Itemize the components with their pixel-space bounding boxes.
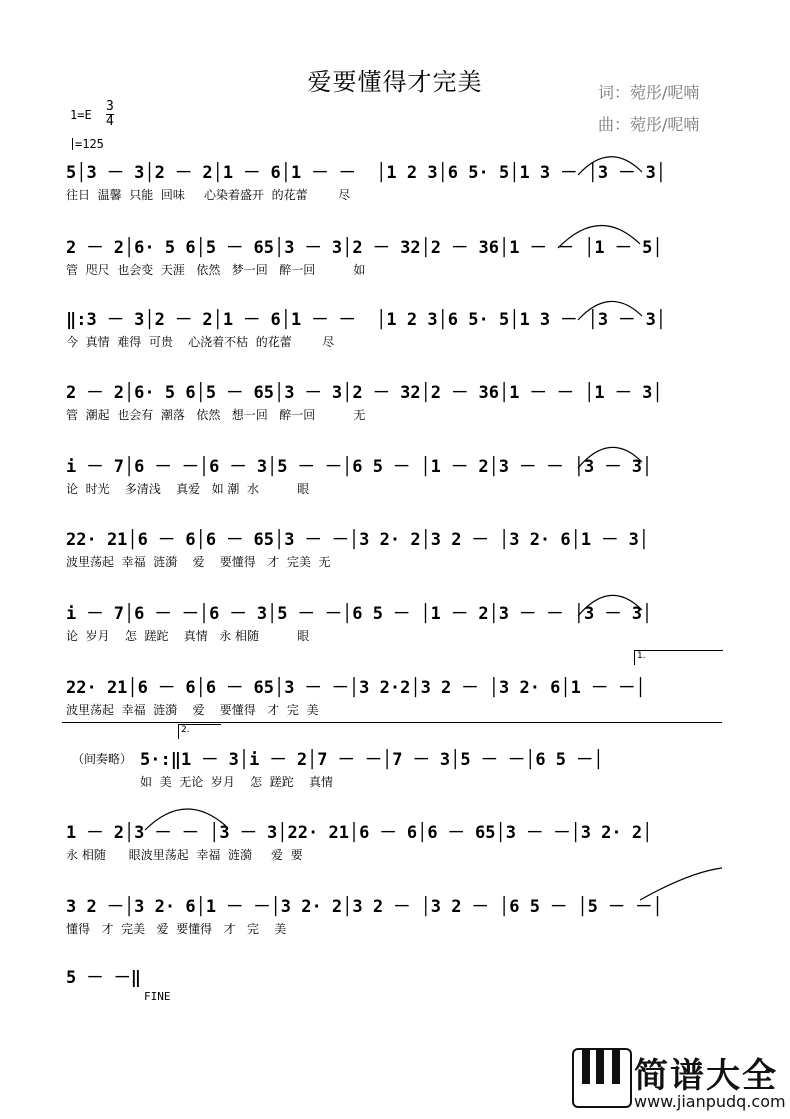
notes-row: i － 7│6 － －│6 － 3│5 － －│6 5 － │1 － 2│3 － － │3 － 3│ — [66, 604, 653, 624]
key-signature: 1=E — [70, 108, 92, 122]
notes-row: 2 － 2│6· 5 6│5 － 65│3 － 3│2 － 32│2 － 36│1 － － │1 － 5│ — [66, 238, 663, 258]
time-top: 3 — [106, 99, 114, 114]
lyrics-row: 论 时光 多清浅 真爱 如 潮 水 眼 — [66, 482, 310, 496]
volta-1: 1. — [634, 650, 723, 665]
lyrics-row: 往日 温馨 只能 回味 心染着盛开 的花蕾 尽 — [66, 188, 351, 202]
logo-url: www.jianpudq.com — [634, 1092, 786, 1111]
fine-marking: FINE — [144, 990, 171, 1003]
time-bottom: 4 — [106, 114, 114, 129]
notes-row: ‖:3 － 3│2 － 2│1 － 6│1 － － │1 2 3│6 5· 5│1 3 － │3 － 3│ — [66, 310, 667, 330]
notes-row: 2 － 2│6· 5 6│5 － 65│3 － 3│2 － 32│2 － 36│1 － － │1 － 3│ — [66, 383, 663, 403]
tempo-value: =125 — [75, 137, 104, 151]
notes-row: 22· 21│6 － 6│6 － 65│3 － －│3 2·2│3 2 － │3 2· 6│1 － －│ — [66, 678, 646, 698]
slur — [578, 157, 642, 175]
lyrics-row: 今 真情 难得 可贵 心浇着不枯 的花蕾 尽 — [66, 335, 335, 349]
interlude-label: （间奏略） — [72, 752, 133, 766]
notes-row: 22· 21│6 － 6│6 － 65│3 － －│3 2· 2│3 2 － │3 2· 6│1 － 3│ — [66, 530, 650, 550]
notes-row: 5│3 － 3│2 － 2│1 － 6│1 － － │1 2 3│6 5· 5│1 3 － │3 － 3│ — [66, 163, 667, 183]
site-logo — [572, 1048, 786, 1114]
notes-row: 1 － 2│3 － － │3 － 3│22· 21│6 － 6│6 － 65│3 － －│3 2· 2│ — [66, 823, 653, 843]
lyrics-row: 永 相随 眼波里荡起 幸福 涟漪 爱 要 — [66, 848, 303, 862]
lyrics-row: 管 咫尺 也会变 天涯 依然 梦一回 醉一回 如 — [66, 263, 366, 277]
lyrics-row: 如 美 无论 岁月 怎 蹉跎 真情 — [140, 775, 334, 789]
lyrics-row: 波里荡起 幸福 涟漪 爱 要懂得 才 完美 无 — [66, 555, 331, 569]
page-title: 爱要懂得才完美 — [307, 68, 483, 96]
notes-row: 5 － －‖ — [66, 968, 141, 988]
slur — [640, 868, 722, 900]
slur — [578, 447, 642, 468]
notes-row: 3 2 －│3 2· 6│1 － －│3 2· 2│3 2 － │3 2 － │6 5 － │5 － －│ — [66, 897, 663, 917]
lyrics-row: 波里荡起 幸福 涟漪 爱 要懂得 才 完 美 — [66, 703, 319, 717]
logo-name: 简谱大全 — [634, 1056, 778, 1096]
lyrics-row: 管 潮起 也会有 潮落 依然 想一回 醉一回 无 — [66, 408, 366, 422]
piano-icon — [572, 1048, 632, 1108]
notes-row: 5·:‖1 － 3│i － 2│7 － －│7 － 3│5 － －│6 5 －│ — [140, 750, 604, 770]
lyricist-credit: 词：菀彤/呢喃 — [598, 83, 700, 102]
composer-credit: 曲：菀彤/呢喃 — [598, 115, 700, 134]
slur — [578, 301, 642, 320]
slur — [558, 225, 640, 248]
lyrics-row: 论 岁月 怎 蹉跎 真情 永 相随 眼 — [66, 629, 310, 643]
slur — [578, 595, 642, 616]
notes-row: i － 7│6 － －│6 － 3│5 － －│6 5 － │1 － 2│3 － － │3 － 3│ — [66, 457, 653, 477]
slur — [145, 809, 226, 830]
volta-2: 2. — [178, 724, 221, 739]
lyrics-row: 懂得 才 完美 爱 要懂得 才 完 美 — [66, 922, 287, 936]
